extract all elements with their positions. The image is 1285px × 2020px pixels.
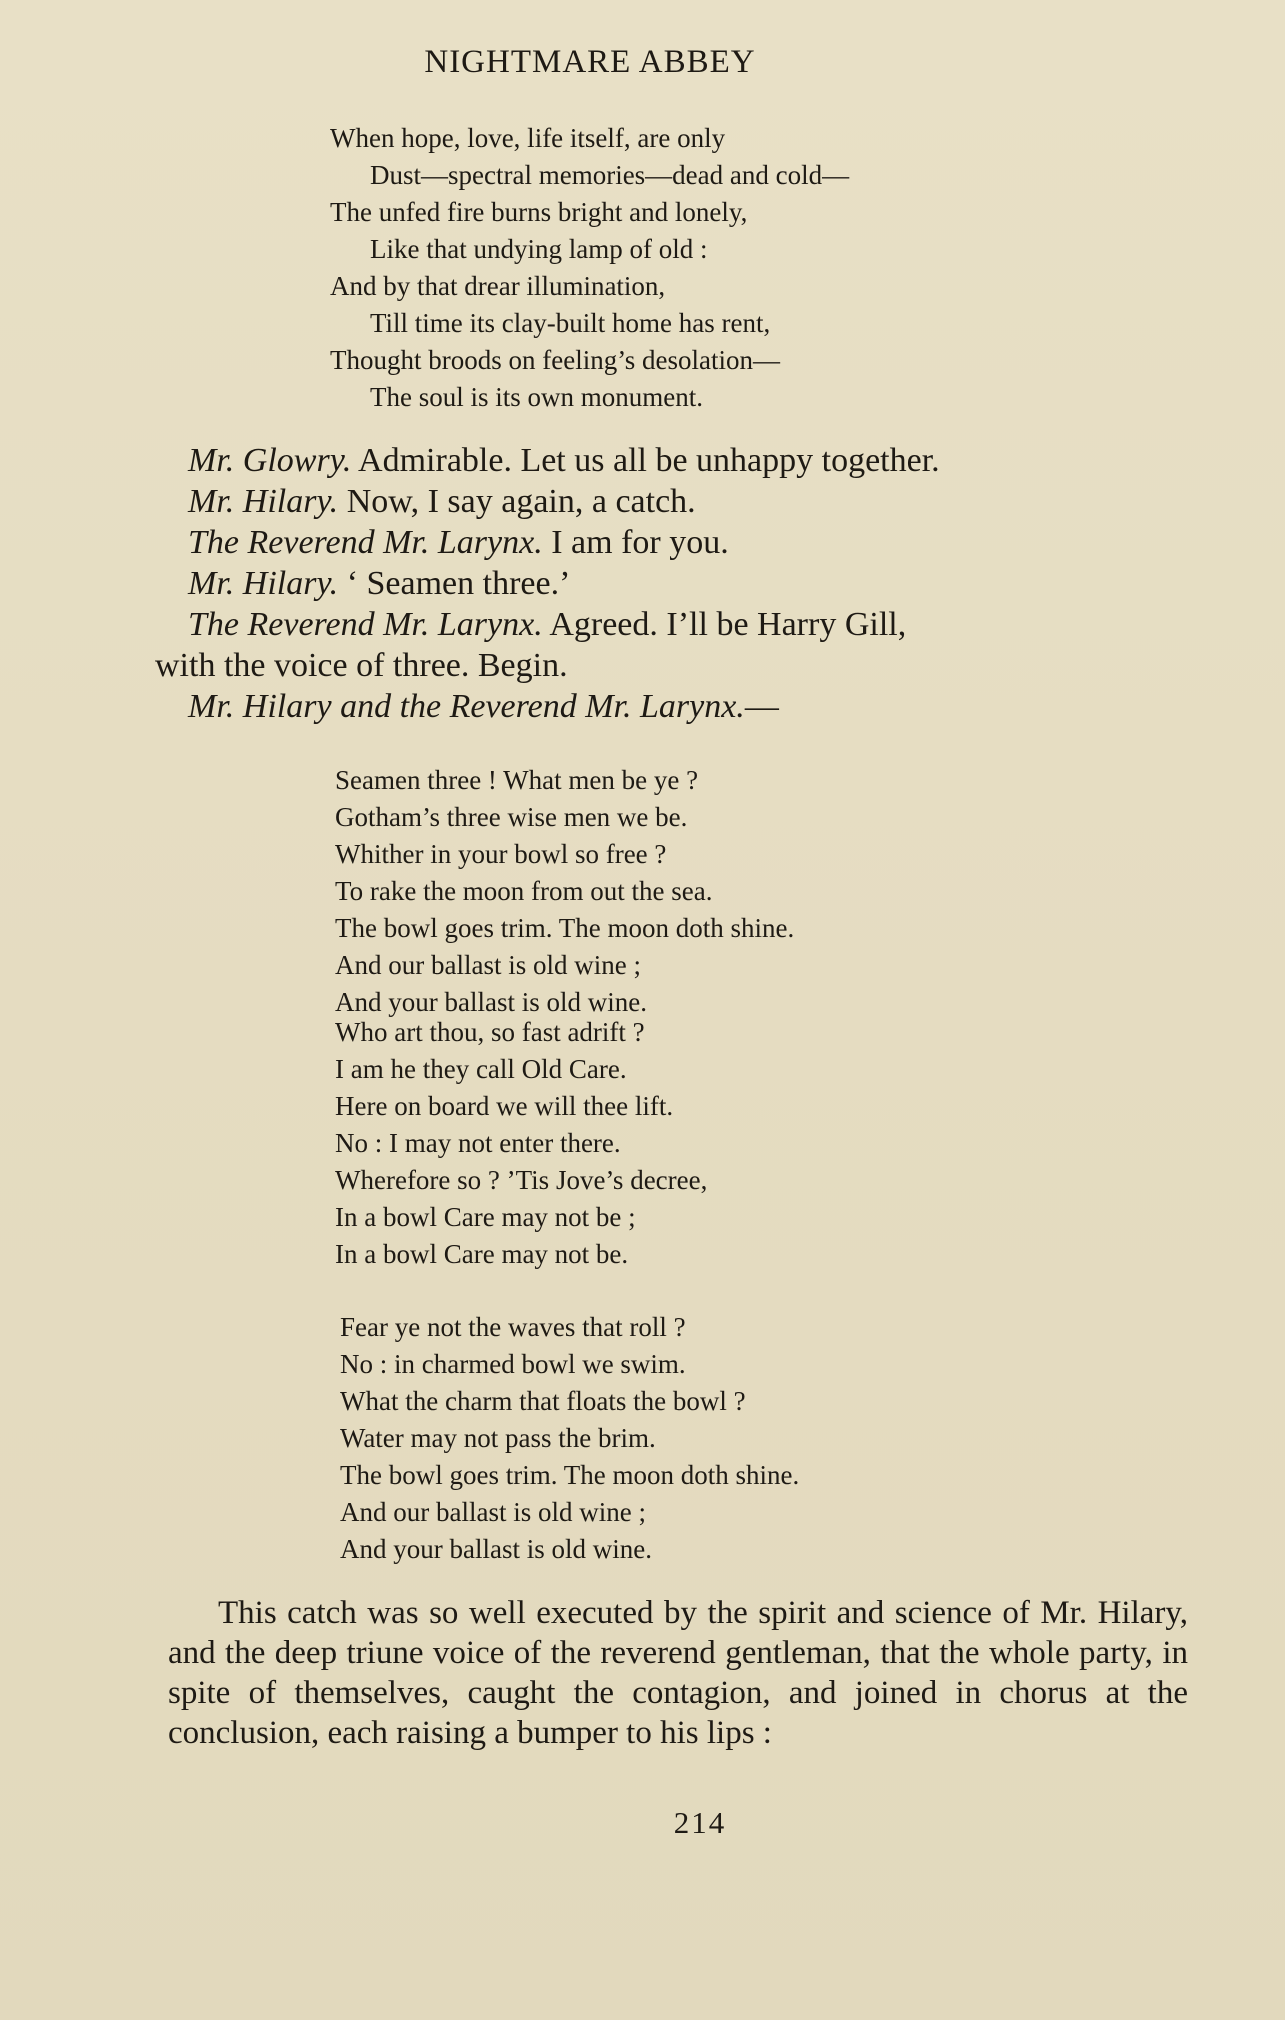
verse-line: Till time its clay-built home has rent,	[370, 308, 771, 338]
verse-line: Water may not pass the brim.	[340, 1423, 656, 1453]
dialogue-continuation: with the voice of three. Begin.	[155, 647, 568, 684]
verse-stanza-3	[335, 1014, 707, 1273]
speaker-name: Mr. Glowry.	[188, 442, 352, 479]
page-number: 214	[673, 1805, 727, 1840]
verse-line: Thought broods on feeling’s desolation—	[330, 345, 780, 375]
prose-paragraph	[168, 1593, 1188, 1753]
verse-line: Seamen three ! What men be ye ?	[335, 765, 699, 795]
dialogue-line	[155, 686, 1185, 727]
verse-line: And our ballast is old wine ;	[340, 1497, 646, 1527]
verse-stanza-2	[335, 762, 794, 1021]
verse-line: To rake the moon from out the sea.	[335, 876, 713, 906]
verse-line: The bowl goes trim. The moon doth shine.	[340, 1460, 800, 1490]
speech-text: ‘ Seamen three.’	[346, 565, 571, 602]
speech-text: Admirable. Let us all be unhappy together.	[358, 442, 940, 479]
verse-line: Fear ye not the waves that roll ?	[340, 1312, 686, 1342]
verse-line: The soul is its own monument.	[370, 382, 703, 412]
speech-text: I am for you.	[551, 524, 729, 561]
dialogue	[155, 440, 1185, 727]
verse-line: I am he they call Old Care.	[335, 1054, 627, 1084]
verse-line: No : I may not enter there.	[335, 1128, 621, 1158]
speech-text: Now, I say again, a catch.	[346, 483, 696, 520]
verse-line: No : in charmed bowl we swim.	[340, 1349, 686, 1379]
verse-stanza-4	[340, 1309, 799, 1568]
speaker-name: Mr. Hilary.	[188, 565, 339, 602]
verse-line: The unfed fire burns bright and lonely,	[330, 197, 748, 227]
running-head: NIGHTMARE ABBEY	[424, 44, 756, 80]
verse-line: Gotham’s three wise men we be.	[335, 802, 688, 832]
paragraph-text: This catch was so well executed by the spirit and science of Mr. Hilary, and the deep triune voice of the reverend gentleman, that the whole party, in spite of themselves, caught the contagion, and joined in chorus at the conclusion, each raising a bumper to his lips :	[168, 1595, 1188, 1751]
speech-text: —	[744, 688, 779, 725]
verse-line: And your ballast is old wine.	[335, 987, 647, 1017]
verse-line: Wherefore so ? ’Tis Jove’s decree,	[335, 1165, 708, 1195]
dialogue-line	[155, 481, 1185, 522]
verse-line: In a bowl Care may not be ;	[335, 1202, 636, 1232]
speaker-name: The Reverend Mr. Larynx.	[188, 524, 543, 561]
speaker-conjunction: and	[340, 688, 392, 725]
verse-line: Who art thou, so fast adrift ?	[335, 1017, 645, 1047]
speaker-name-a: Mr. Hilary	[188, 688, 332, 725]
verse-line: And our ballast is old wine ;	[335, 950, 641, 980]
verse-line: And by that drear illumination,	[330, 271, 666, 301]
speech-text: Agreed. I’ll be Harry Gill,	[549, 606, 907, 643]
verse-line: In a bowl Care may not be.	[335, 1239, 629, 1269]
verse-line: What the charm that floats the bowl ?	[340, 1386, 746, 1416]
verse-line: The bowl goes trim. The moon doth shine.	[335, 913, 795, 943]
verse-line: Dust—spectral memories—dead and cold—	[370, 160, 850, 190]
speaker-name: Mr. Hilary.	[188, 483, 339, 520]
verse-line: Whither in your bowl so free ?	[335, 839, 667, 869]
verse-stanza-1	[330, 120, 849, 416]
dialogue-line	[155, 440, 1185, 481]
verse-line: When hope, love, life itself, are only	[330, 123, 726, 153]
verse-line: And your ballast is old wine.	[340, 1534, 652, 1564]
dialogue-line	[155, 522, 1185, 563]
verse-line: Here on board we will thee lift.	[335, 1091, 674, 1121]
dialogue-line	[155, 604, 1185, 645]
speaker-name: The Reverend Mr. Larynx.	[188, 606, 543, 643]
verse-line: Like that undying lamp of old :	[370, 234, 708, 264]
speaker-name-b: the Reverend Mr. Larynx.	[399, 688, 745, 725]
speaker-name	[188, 688, 745, 725]
dialogue-line	[155, 563, 1185, 604]
